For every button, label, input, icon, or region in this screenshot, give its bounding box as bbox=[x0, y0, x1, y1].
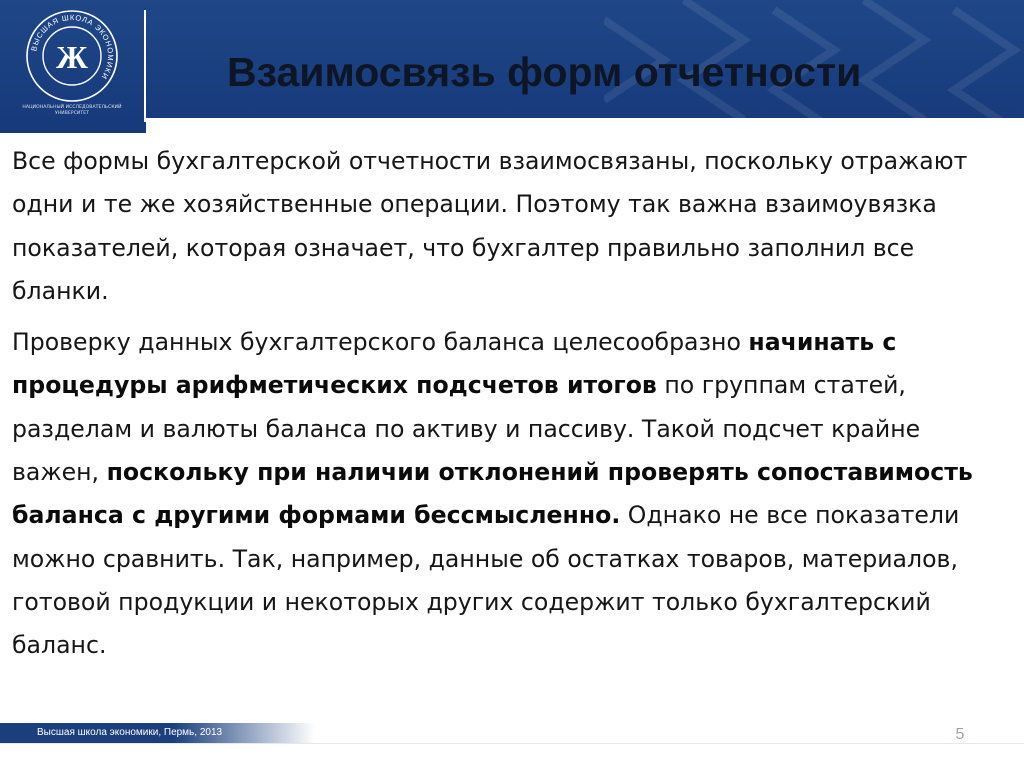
logo-ring-text: ВЫСШАЯ ШКОЛА ЭКОНОМИКИ bbox=[29, 12, 116, 82]
p2-text-2: по группам статей, разделам и валюты баланса по активу и пассиву. Такой подсчет крайне важен, bbox=[12, 371, 921, 487]
slide-body bbox=[12, 140, 1012, 668]
hse-logo bbox=[12, 6, 132, 124]
header-divider bbox=[144, 10, 146, 122]
footer-divider bbox=[0, 743, 1024, 744]
paragraph-2 bbox=[12, 321, 1012, 667]
svg-text:Ж: Ж bbox=[56, 39, 88, 75]
slide-title: Взаимосвязь форм отчетности bbox=[227, 49, 862, 95]
logo-caption: НАЦИОНАЛЬНЫЙ ИССЛЕДОВАТЕЛЬСКИЙ УНИВЕРСИТЕТ bbox=[22, 105, 122, 116]
p2-text-3: Однако не все показатели можно сравнить. Так, например, данные об остатках товаров, материалов, готовой продукции и некоторых других содержит только бухгалтерский баланс. bbox=[12, 501, 960, 660]
p2-bold-1: начинать с процедуры арифметических подсчетов итогов bbox=[12, 328, 897, 400]
paragraph-1: Все формы бухгалтерской отчетности взаимосвязаны, поскольку отражают одни и те же хозяйственные операции. Поэтому так важна взаимоувязка показателей, которая означает, что бухгалтер правильно заполнил все бланки. bbox=[12, 147, 968, 305]
title-strip bbox=[146, 118, 1024, 133]
p2-text-1: Проверку данных бухгалтерского баланса целесообразно bbox=[12, 328, 749, 357]
footer-text: Высшая школа экономики, Пермь, 2013 bbox=[37, 727, 223, 738]
hse-logo-icon bbox=[12, 6, 132, 106]
p2-bold-2: поскольку при наличии отклонений проверять сопоставимость баланса с другими формами бессмысленно. bbox=[12, 458, 973, 530]
slide-number: 5 bbox=[955, 726, 965, 743]
footer-bar bbox=[0, 723, 315, 743]
